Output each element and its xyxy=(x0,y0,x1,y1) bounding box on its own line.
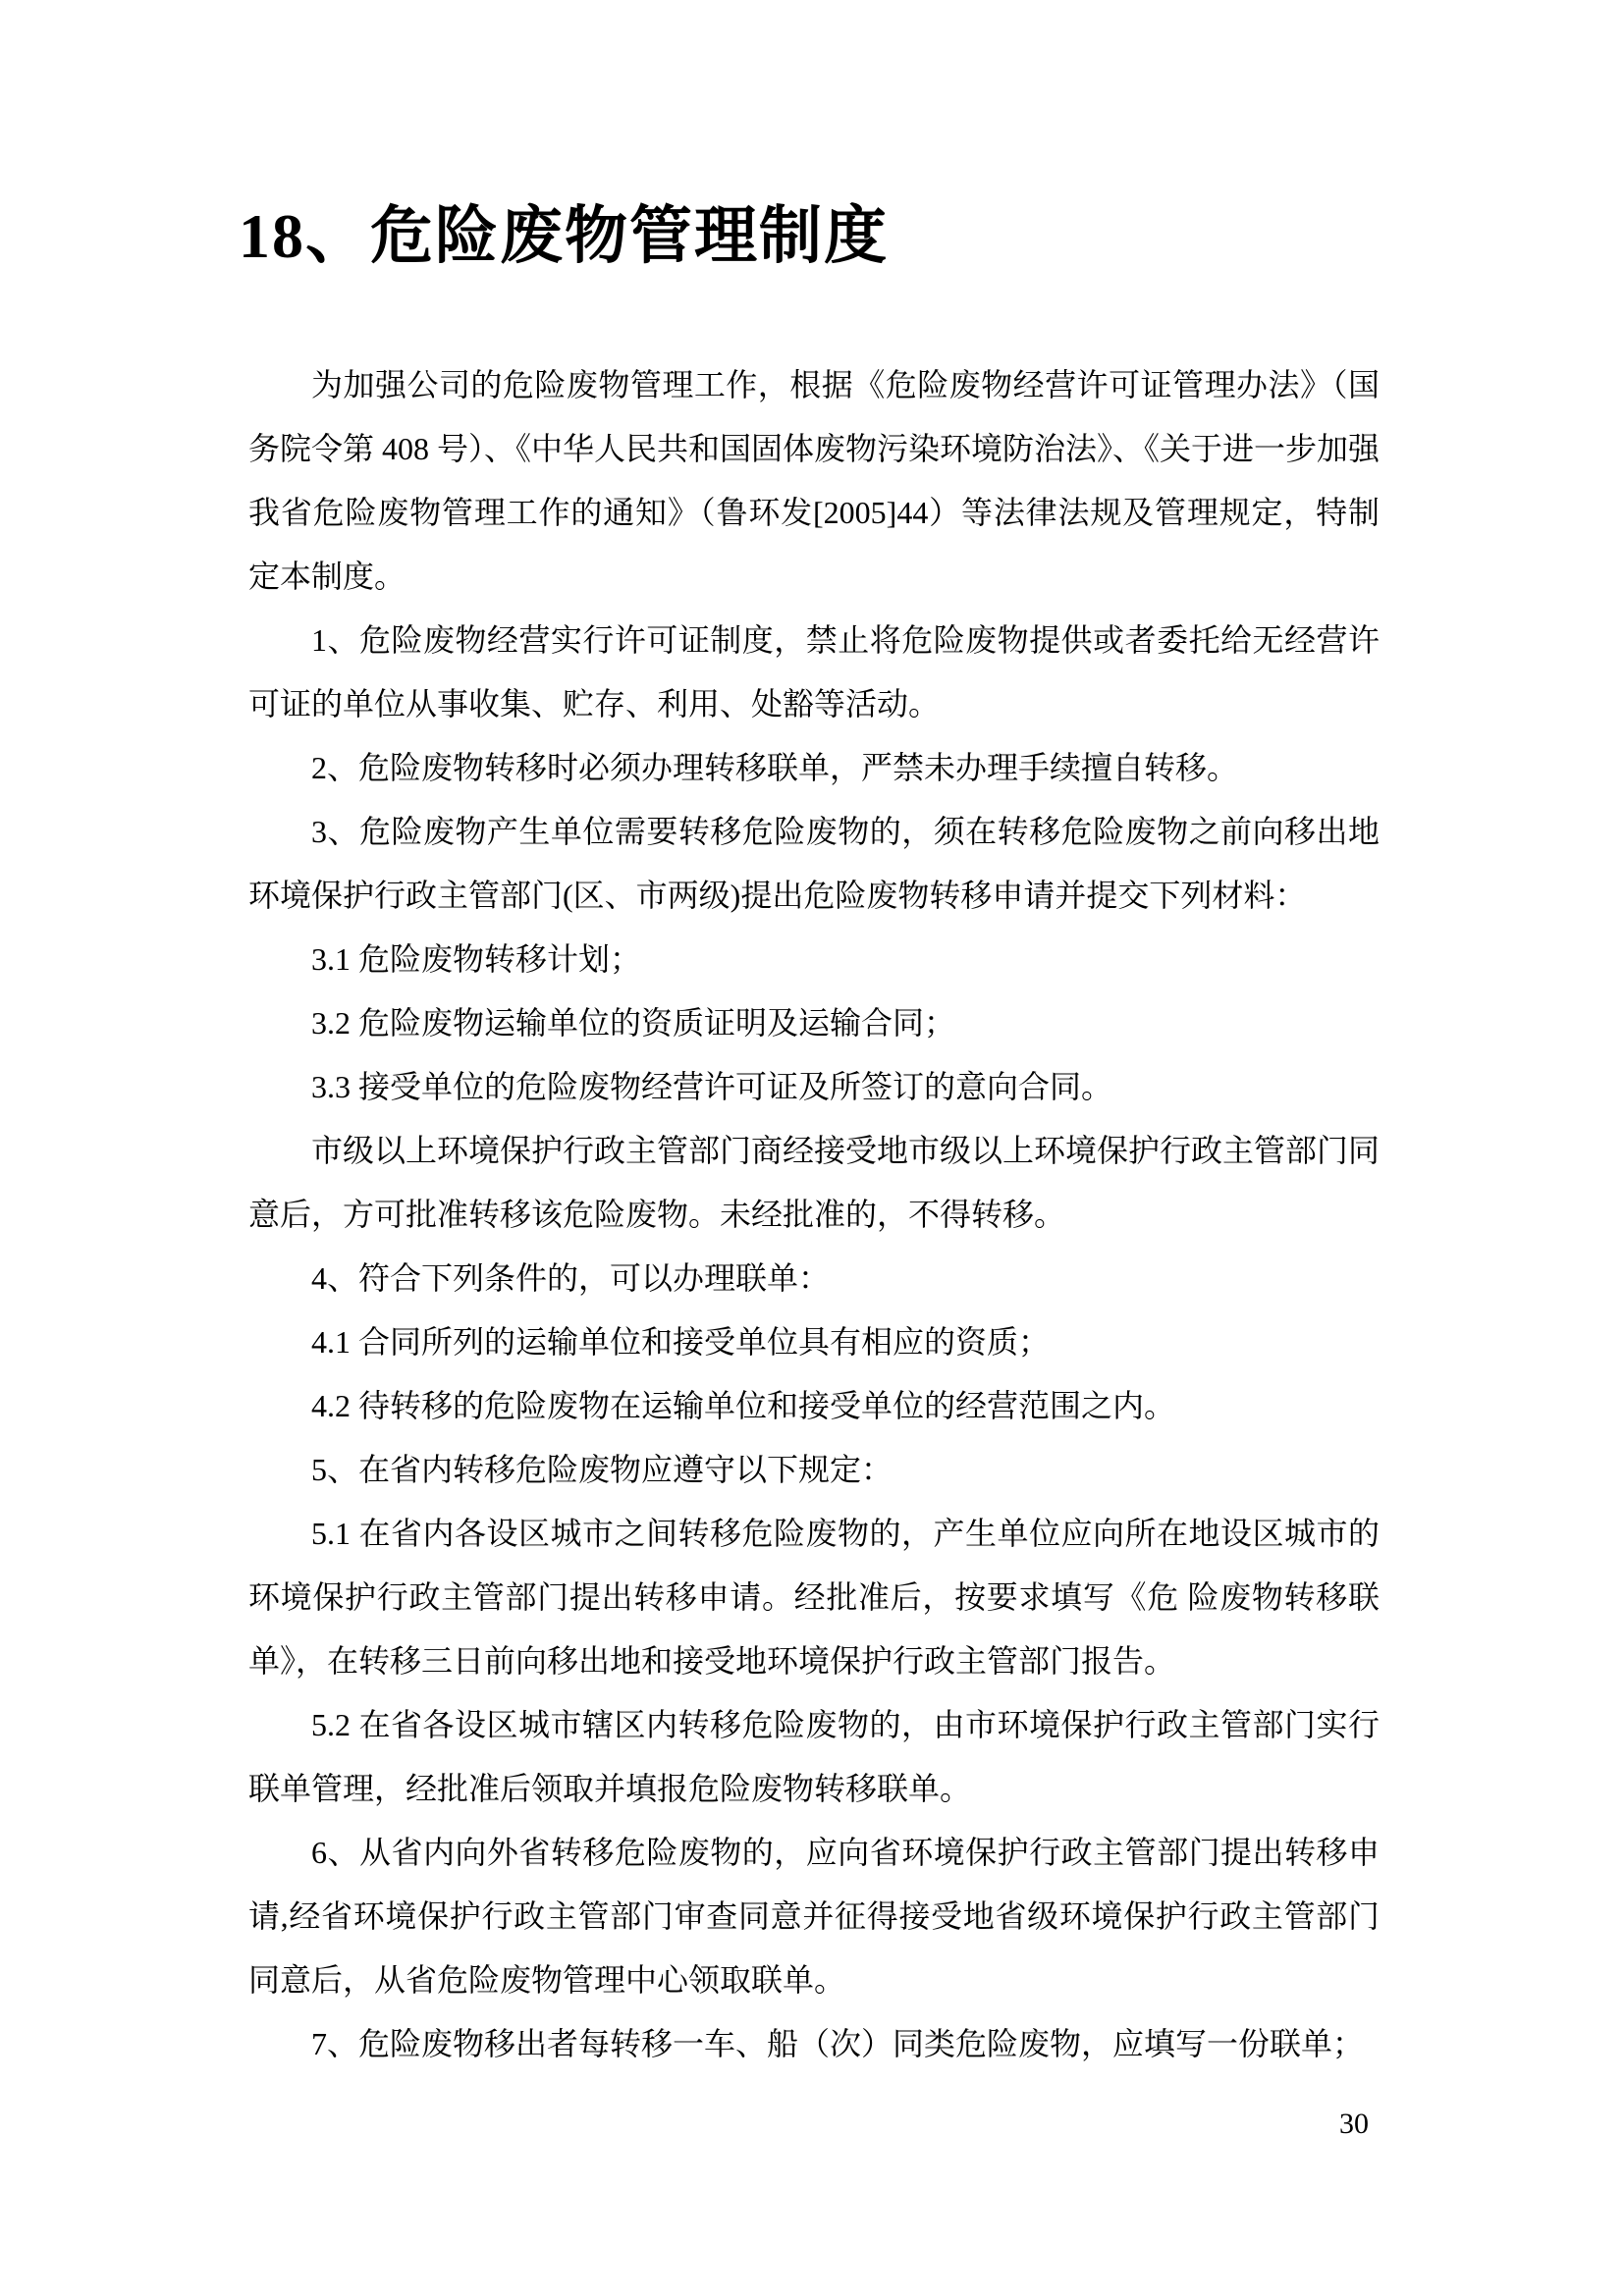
paragraph: 4.1 合同所列的运输单位和接受单位具有相应的资质； xyxy=(311,1324,1051,1360)
page-number: 30 xyxy=(1339,2108,1369,2140)
paragraph: 4、符合下列条件的，可以办理联单： xyxy=(311,1260,831,1296)
paragraph: 3.1 危险废物转移计划； xyxy=(311,941,642,977)
paragraph: 1、危险废物经营实行许可证制度，禁止将危险废物提供或者委托给无经营许可证的单位从事收集、贮存、利用、处豁等活动。 xyxy=(248,622,1380,721)
document-title: 18、危险废物管理制度 xyxy=(239,201,889,271)
paragraph: 5.2 在省各设区城市辖区内转移危险废物的，由市环境保护行政主管部门实行联单管理，经批准后领取并填报危险废物转移联单。 xyxy=(248,1707,1380,1806)
paragraph: 市级以上环境保护行政主管部门商经接受地市级以上环境保护行政主管部门同意后，方可批准转移该危险废物。未经批准的，不得转移。 xyxy=(248,1133,1380,1232)
paragraph: 3、危险废物产生单位需要转移危险废物的，须在转移危险废物之前向移出地环境保护行政主管部门(区、市两级)提出危险废物转移申请并提交下列材料： xyxy=(248,814,1380,913)
document-body xyxy=(248,353,1380,2076)
paragraph: 6、从省内向外省转移危险废物的，应向省环境保护行政主管部门提出转移申请,经省环境保护行政主管部门审查同意并征得接受地省级环境保护行政主管部门同意后，从省危险废物管理中心领取联单。 xyxy=(248,1835,1380,1998)
paragraph: 5.1 在省内各设区城市之间转移危险废物的，产生单位应向所在地设区城市的环境保护行政主管部门提出转移申请。经批准后，按要求填写《危 险废物转移联单》，在转移三日前向移出地和接受地环境保护行政主管部门报告。 xyxy=(248,1516,1380,1679)
paragraph: 2、危险废物转移时必须办理转移联单，严禁未办理手续擅自转移。 xyxy=(311,750,1239,785)
paragraph: 7、危险废物移出者每转移一车、船（次）同类危险废物，应填写一份联单； xyxy=(311,2026,1365,2061)
paragraph: 3.2 危险废物运输单位的资质证明及运输合同； xyxy=(311,1005,956,1041)
paragraph: 为加强公司的危险废物管理工作，根据《危险废物经营许可证管理办法》（国务院令第 408 号）、《中华人民共和国固体废物污染环境防治法》、《关于进一步加强我省危险废物管理工作的通知》（鲁环发[2005]44）等法律法规及管理规定，特制定本制度。 xyxy=(248,367,1380,594)
paragraph: 3.3 接受单位的危险废物经营许可证及所签订的意向合同。 xyxy=(311,1069,1113,1104)
paragraph: 5、在省内转移危险废物应遵守以下规定： xyxy=(311,1452,893,1487)
paragraph: 4.2 待转移的危险废物在运输单位和接受单位的经营范围之内。 xyxy=(311,1388,1176,1423)
